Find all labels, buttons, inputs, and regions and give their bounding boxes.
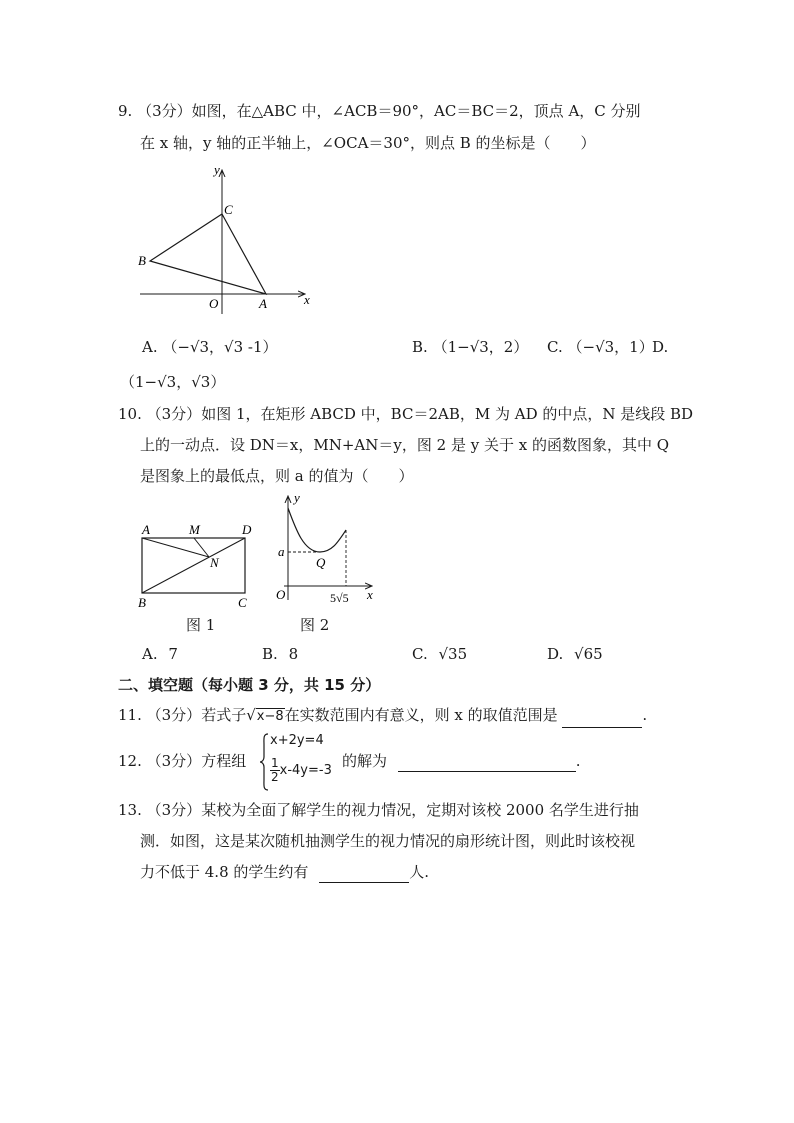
q9-points: （3分） [137, 102, 192, 120]
q10-option-c [412, 643, 467, 665]
q11-points: （3分） [146, 706, 202, 724]
q10-segment-an [142, 538, 209, 557]
q9-option-d-label: D. [652, 338, 669, 356]
q10-points: （3分） [146, 405, 202, 423]
q10-label-B: B [138, 595, 146, 610]
q9-label-A: A [259, 296, 267, 311]
q9-triangle [150, 214, 266, 294]
q12-text-before: 方程组 [201, 752, 247, 770]
q13-points: （3分） [146, 801, 202, 819]
q9-label-B: B [138, 253, 146, 268]
q13-line3-after: 人. [409, 863, 429, 881]
q10-fig2-label-O: O [276, 587, 286, 602]
q12-eq1: x+2y=4 [270, 733, 324, 748]
q10-fig2-label-a: a [278, 544, 285, 559]
q11-text-before: 若式子 [201, 706, 247, 724]
q9-option-b-text: （1−√3，2） [432, 338, 529, 356]
q10-option-b-text: 8 [288, 645, 299, 663]
q12-eq2 [270, 757, 332, 784]
q9-option-a-text: （−√3，√3 -1） [162, 338, 278, 356]
q9-option-c-text: （−√3，1） [567, 338, 654, 356]
q10-label-D: D [242, 522, 252, 537]
q10-option-d-text: √65 [574, 645, 603, 663]
q10-line3: 是图象上的最低点，则 a 的值为（ ） [140, 467, 414, 485]
q10-figure1 [134, 518, 264, 614]
q10-option-a [142, 643, 178, 665]
q10-label-M: M [189, 522, 200, 537]
q10-option-d-label: D. [547, 645, 564, 663]
q13-answer-blank[interactable] [319, 866, 409, 883]
q11-end: . [642, 706, 648, 724]
q10-option-c-text: √35 [438, 645, 468, 663]
q9-option-b-label: B. [412, 338, 428, 356]
q10-stem-line1: 如图 1，在矩形 ABCD 中，BC＝2AB，M 为 AD 的中点，N 是线段 BD [201, 405, 694, 423]
q13-stem-line1: 某校为全面了解学生的视力情况，定期对该校 2000 名学生进行抽 [201, 801, 639, 819]
q9-line1 [118, 100, 641, 122]
q9-line2: 在 x 轴，y 轴的正半轴上，∠OCA＝30°，则点 B 的坐标是（ ） [140, 134, 596, 152]
q9-option-b [412, 336, 528, 358]
q11-number: 11. [118, 706, 142, 724]
q10-fig2-label-Q: Q [316, 555, 326, 570]
section-2-title: 二、填空题（每小题 3 分，共 15 分） [118, 676, 381, 694]
q12-points: （3分） [146, 752, 202, 770]
q10-option-c-label: C. [412, 645, 428, 663]
q11-answer-blank[interactable] [562, 711, 642, 728]
q9-label-C: C [224, 202, 233, 217]
q9-figure [130, 158, 330, 318]
q9-option-c [547, 336, 654, 358]
q10-label-A: A [142, 522, 150, 537]
q11-sqrt: √x−8 [246, 706, 284, 724]
q12-lead [118, 750, 246, 772]
q10-line2: 上的一动点．设 DN＝x，MN+AN＝y，图 2 是 y 关于 x 的函数图象，其中 Q [140, 436, 670, 454]
q10-option-d [547, 643, 603, 665]
q12-eq2-fraction [270, 757, 280, 784]
q10-option-b-label: B. [262, 645, 278, 663]
q10-fig2-curve [288, 508, 346, 552]
q10-fig1-caption: 图 1 [186, 616, 216, 634]
q12-brace [259, 733, 269, 791]
q10-label-N: N [210, 555, 219, 570]
q10-option-b [262, 643, 298, 665]
q9-label-y: y [214, 162, 220, 177]
q10-fig2-label-y: y [294, 490, 300, 505]
q9-label-O: O [209, 296, 219, 311]
q10-label-C: C [238, 595, 247, 610]
q9-number: 9. [118, 102, 133, 120]
q13-number: 13. [118, 801, 142, 819]
q13-line2: 测．如图，这是某次随机抽测学生的视力情况的扇形统计图，则此时该校视 [140, 832, 636, 850]
q11-text-after: 在实数范围内有意义，则 x 的取值范围是 [284, 706, 558, 724]
q12-tail [342, 750, 581, 772]
q10-line1 [118, 403, 693, 425]
q10-fig2-label-x: x [367, 587, 373, 602]
q9-option-d-text: （1−√3，√3） [120, 373, 226, 391]
q12-eq2-frac-den: 2 [271, 770, 279, 784]
q12-end: . [575, 752, 581, 770]
q12-eq2-frac-num: 1 [271, 756, 279, 770]
q12-answer-blank[interactable] [398, 755, 576, 772]
q13-line1 [118, 799, 639, 821]
q10-segment-mn [194, 538, 209, 557]
q10-diagonal-bd [142, 538, 245, 593]
q10-option-a-label: A. [142, 645, 158, 663]
q10-fig2-caption: 图 2 [300, 616, 330, 634]
q9-stem-line1: 如图，在△ABC 中，∠ACB＝90°，AC＝BC＝2，顶点 A，C 分别 [191, 102, 641, 120]
q12-text-after: 的解为 [342, 752, 388, 770]
q11-radicand: x−8 [256, 709, 284, 724]
q10-option-a-text: 7 [168, 645, 178, 663]
q10-number: 10. [118, 405, 142, 423]
q11-line [118, 704, 647, 728]
q9-option-c-label: C. [547, 338, 563, 356]
q10-fig2-tick-label: 5√5 [330, 591, 349, 605]
q9-option-a-label: A. [142, 338, 158, 356]
q9-label-x: x [304, 292, 310, 307]
q13-line3-before: 力不低于 4.8 的学生约有 [140, 863, 309, 881]
q12-eq2-rest: x-4y=-3 [279, 763, 332, 778]
q9-option-a [142, 336, 278, 358]
q13-line3 [140, 861, 429, 883]
q10-figure2 [270, 490, 385, 615]
q12-number: 12. [118, 752, 142, 770]
